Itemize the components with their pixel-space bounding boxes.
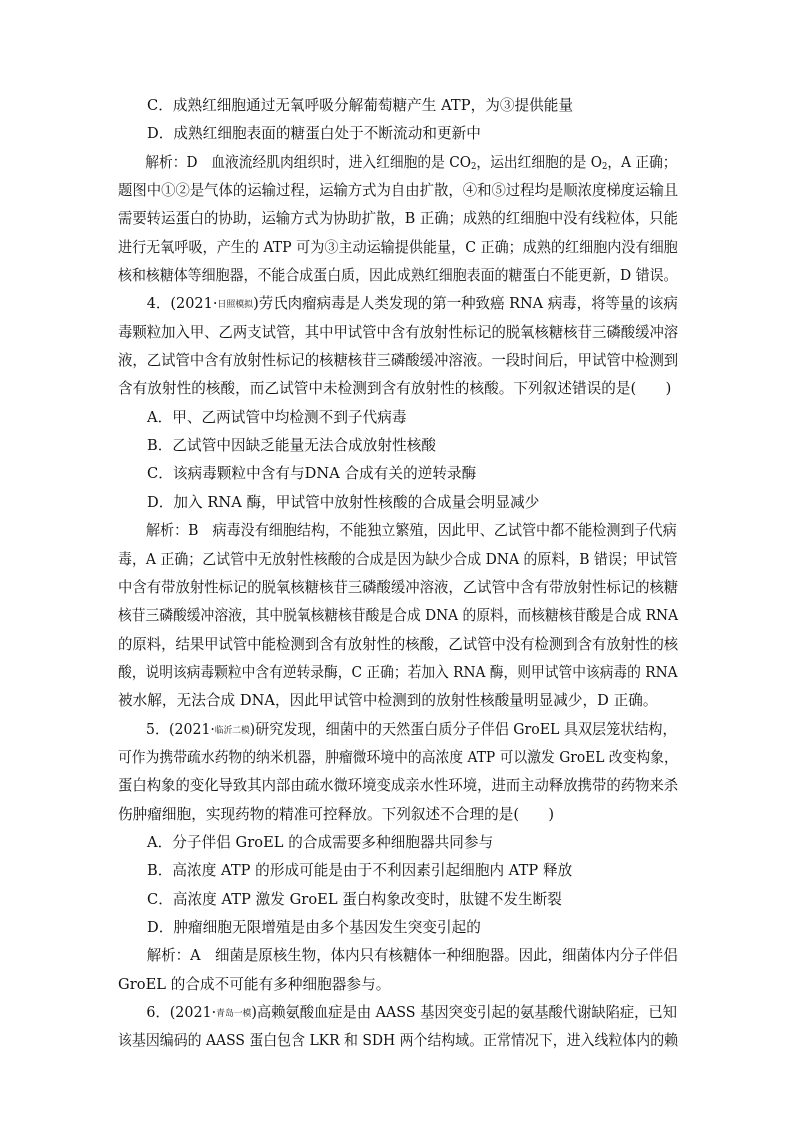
q3-analysis-line: 需要转运蛋白的协助，运输方式为协助扩散，B 正确；成熟的红细胞中没有线粒体，只能 — [118, 210, 678, 228]
q4-analysis-line: 被水解，无法合成 DNA，因此甲试管中检测到的放射性核酸量明显减少，D 正确。 — [118, 692, 658, 710]
q3-analysis-text: ，A 正确； — [607, 153, 677, 171]
q4-analysis-line: 毒，A 正确；乙试管中无放射性核酸的合成是因为缺少合成 DNA 的原料，B 错误；甲试管 — [118, 550, 678, 568]
q5-option-c: C．高浓度 ATP 激发 GroEL 蛋白构象改变时，肽键不发生断裂 — [147, 890, 562, 908]
q4-option-c: C．该病毒颗粒中含有与DNA 合成有关的逆转录酶 — [147, 465, 477, 483]
q5-option-a: A．分子伴侣 GroEL 的合成需要多种细胞器共同参与 — [147, 833, 494, 851]
q4-source-tag: 日照模拟 — [217, 300, 254, 311]
q3-option-c: C．成熟红细胞通过无氧呼吸分解葡萄糖产生 ATP，为③提供能量 — [147, 97, 574, 114]
q5-option-d: D．肿瘤细胞无限增殖是由多个基因发生突变引起的 — [147, 918, 481, 936]
q4-analysis-line: 解析：B 病毒没有细胞结构，不能独立繁殖，因此甲、乙试管中都不能检测到子代病 — [145, 522, 677, 540]
q5-stem-line: 伤肿瘤细胞，实现药物的精准可控释放。下列叙述不合理的是( ) — [118, 805, 555, 823]
q6-number: 6．(2021· — [146, 1004, 217, 1021]
q4-stem-line: 毒颗粒加入甲、乙两支试管，其中甲试管中含有放射性标记的脱氧核糖核苷三磷酸缓冲溶 — [118, 323, 679, 341]
q5-source-tag: 临沂二模 — [214, 725, 250, 736]
q6-stem-line: 该基因编码的 AASS 蛋白包含 LKR 和 SDH 两个结构域。正常情况下，进入线粒体内的赖 — [118, 1032, 679, 1050]
q3-analysis-line: 核和核糖体等细胞器，不能合成蛋白质，因此成熟红细胞表面的糖蛋白不能更新，D 错误。 — [118, 267, 678, 285]
q6-stem-text: )高赖氨酸血症是由 AASS 基因突变引起的氨基酸代谢缺陷症，已知 — [251, 1004, 677, 1021]
co2-subscript: 2 — [471, 161, 477, 172]
q5-stem-text: )研究发现，细菌中的天然蛋白质分子伴侣 GroEL 具双层笼状结构， — [249, 720, 677, 738]
q6-source-tag: 青岛一模 — [216, 1009, 252, 1019]
o2-subscript: 2 — [601, 161, 608, 172]
q3-analysis-text: ，运出红细胞的是 O — [476, 153, 602, 171]
q4-stem-line: 含有放射性的核酸，而乙试管中未检测到含有放射性的核酸。下列叙述错误的是( ) — [118, 380, 672, 398]
q4-stem-line — [118, 290, 678, 318]
q5-analysis-line: 解析：A 细菌是原核生物，体内只有核糖体一种细胞器。因此，细菌体内分子伴侣 — [146, 947, 678, 965]
q5-stem-line: 蛋白构象的变化导致其内部由疏水微环境变成亲水性环境，进而主动释放携带的药物来杀 — [118, 777, 679, 795]
q4-stem-line: 液，乙试管中含有放射性标记的核糖核苷三磷酸缓冲溶液。一段时间后，甲试管中检测到 — [118, 352, 679, 370]
q4-analysis-line: 核苷三磷酸缓冲溶液，其中脱氧核糖核苷酸是合成 DNA 的原料，而核糖核苷酸是合成 RNA — [118, 607, 679, 625]
q4-number: 4．(2021· — [146, 295, 218, 313]
q3-analysis-line — [118, 149, 677, 177]
q5-stem-line — [118, 716, 677, 744]
document-body — [118, 92, 678, 1056]
q3-analysis-line: 题图中①②是气体的运输过程，运输方式为自由扩散，④和⑤过程均是顺浓度梯度运输且 — [118, 182, 679, 200]
q4-analysis-line: 酸，说明该病毒颗粒中含有逆转录酶，C 正确；若加入 RNA 酶，则甲试管中该病毒的 RNA — [118, 663, 678, 681]
q3-analysis-line: 进行无氧呼吸，产生的 ATP 可为③主动运输提供能量，C 正确；成熟的红细胞内没有细胞 — [118, 238, 678, 256]
q3-analysis-text: 解析：D 血液流经肌肉组织时，进入红细胞的是 CO — [145, 153, 472, 171]
q4-analysis-line: 的原料，结果甲试管中能检测到含有放射性的核酸，乙试管中没有检测到含有放射性的核 — [118, 635, 679, 653]
q6-stem-line — [118, 999, 677, 1027]
q4-stem-text: )劳氏肉瘤病毒是人类发现的第一种致癌 RNA 病毒，将等量的该病 — [253, 295, 678, 313]
q5-analysis-line: GroEL 的合成不可能有多种细胞器参与。 — [118, 975, 391, 993]
q3-option-d: D．成熟红细胞表面的糖蛋白处于不断流动和更新中 — [147, 125, 481, 143]
q5-number: 5．(2021· — [145, 720, 215, 738]
q5-stem-line: 可作为携带疏水药物的纳米机器，肿瘤微环境中的高浓度 ATP 可以激发 GroEL 改变构象， — [118, 748, 678, 766]
q4-option-d: D．加入 RNA 酶，甲试管中放射性核酸的合成量会明显减少 — [147, 493, 540, 511]
q4-option-a: A．甲、乙两试管中均检测不到子代病毒 — [147, 408, 407, 426]
q4-analysis-line: 中含有带放射性标记的脱氧核糖核苷三磷酸缓冲溶液，乙试管中含有带放射性标记的核糖 — [118, 578, 679, 596]
q5-option-b: B．高浓度 ATP 的形成可能是由于不利因素引起细胞内 ATP 释放 — [147, 862, 573, 880]
q4-option-b: B．乙试管中因缺乏能量无法合成放射性核酸 — [147, 437, 437, 455]
